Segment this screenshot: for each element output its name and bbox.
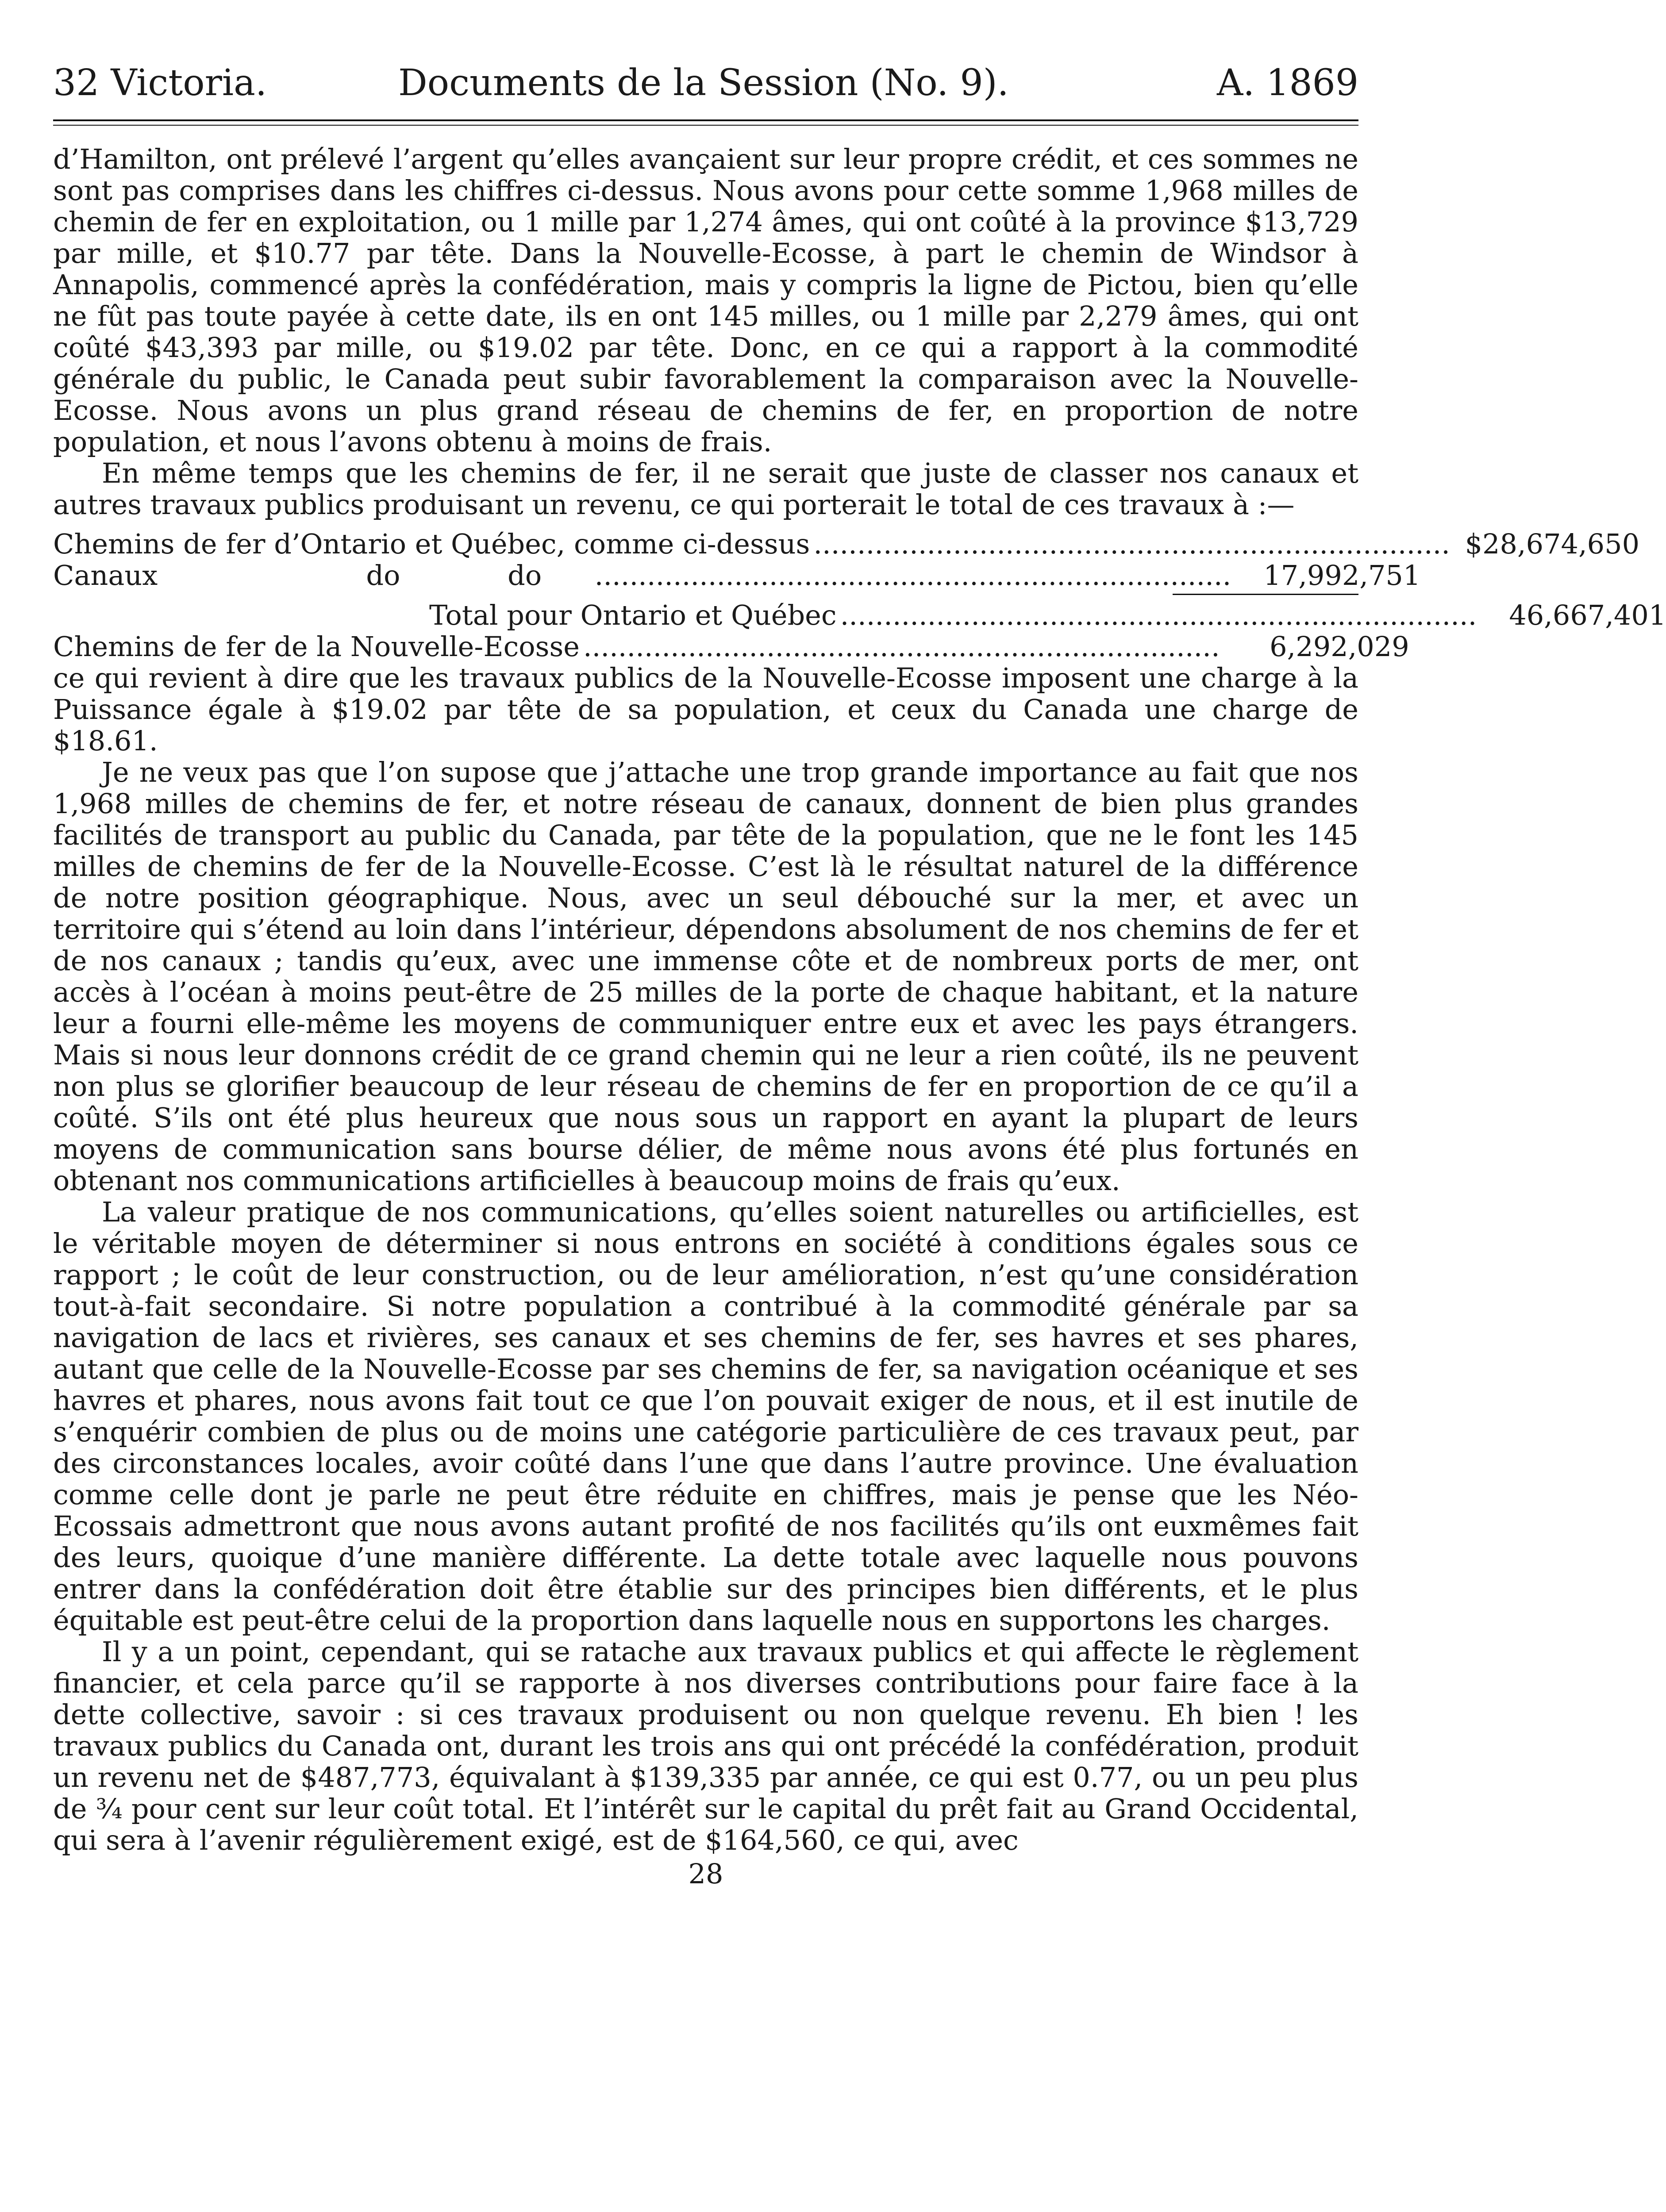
leader-dots: .........................................................................	[813, 528, 1451, 560]
table-row	[53, 528, 1640, 560]
paragraph: Il y a un point, cependant, qui se ratache aux travaux publics et qui affecte le règlement financier, et cela parce qu’il se rapporte à nos diverses contributions pour faire face à la dette collective, savoir : si ces travaux produisent ou non quelque revenu. Eh bien ! les travaux publics du Canada ont, durant les trois ans qui ont précédé la confédération, produit un revenu net de $487,773, équivalant à $139,335 par année, ce qui est 0.77, ou un peu plus de ¾ pour cent sur leur coût total. Et l’intérêt sur le capital du prêt fait au Grand Occidental, qui sera à l’avenir régulièrement exigé, est de $164,560, ce qui, avec	[53, 1636, 1358, 1856]
paragraph: ce qui revient à dire que les travaux publics de la Nouvelle-Ecosse imposent une charge à la Puissance égale à $19.02 par tête de sa population, et ceux du Canada une charge de $18.61.	[53, 662, 1358, 757]
row-label: Chemins de fer de la Nouvelle-Ecosse	[53, 630, 580, 663]
row-amount: 46,667,401	[1509, 599, 1666, 631]
row-label-text: Canaux	[53, 559, 158, 591]
row-label: Chemins de fer d’Ontario et Québec, comme ci-dessus	[53, 528, 810, 560]
leader-dots: .........................................................................	[594, 559, 1231, 591]
paragraph: Je ne veux pas que l’on supose que j’attache une trop grande importance au fait que nos 1,968 milles de chemins de fer, et notre réseau de canaux, donnent de bien plus grandes facilités de transport au public du Canada, par tête de la population, que ne le font les 145 milles de chemins de fer de la Nouvelle-Ecosse. C’est là le résultat naturel de la différence de notre position géographique. Nous, avec un seul débouché sur la mer, et avec un territoire qui s’étend au loin dans l’intérieur, dépendons absolument de nos chemins de fer et de nos canaux ; tandis qu’eux, avec une immense côte et de nombreux ports de mer, ont accès à l’océan à moins peut-être de 25 milles de la porte de chaque habitant, et la nature leur a fourni elle-même les moyens de communiquer entre eux et avec les pays étrangers. Mais si nous leur donnons crédit de ce grand chemin qui ne leur a rien coûté, ils ne peuvent non plus se glorifier beaucoup de leur réseau de chemins de fer en proportion de ce qu’il a coûté. S’ils ont été plus heureux que nous sous un rapport en ayant la plupart de leurs moyens de communication sans bourse délier, de même nous avons été plus fortunés en obtenant nos communications artificielles à beaucoup moins de frais qu’eux.	[53, 756, 1358, 1197]
running-header	[53, 18, 1358, 104]
row-amount: $28,674,650	[1465, 528, 1640, 560]
body-text	[53, 143, 1666, 1856]
paragraph: La valeur pratique de nos communications, qu’elles soient naturelles ou artificielles, est le véritable moyen de déterminer si nous entrons en société à conditions égales sous ce rapport ; le coût de leur construction, ou de leur amélioration, n’est qu’une considération tout-à-fait secondaire. Si notre population a contribué à la commodité générale par sa navigation de lacs et rivières, ses canaux et ses chemins de fer, ses havres et ses phares, autant que celle de la Nouvelle-Ecosse par ses chemins de fer, sa navigation océanique et ses havres et phares, nous avons fait tout ce que l’on pouvait exiger de nous, et il est inutile de s’enquérir combien de plus ou de moins une catégorie particulière de ces travaux peut, par des circonstances locales, avoir coûté dans l’une que dans l’autre province. Une évaluation comme celle dont je parle ne peut être réduite en chiffres, mais je pense que les Néo-Ecossais admettront que nous avons autant profité de nos facilités qu’ils ont euxmêmes fait des leurs, quoique d’une manière différente. La dette totale avec laquelle nous pouvons entrer dans la confédération doit être établie sur des principes bien différents, et le plus équitable est peut-être celui de la proportion dans laquelle nous en supportons les charges.	[53, 1196, 1358, 1636]
leader-dots: .........................................................................	[583, 630, 1220, 663]
header-center: Documents de la Session (No. 9).	[398, 62, 1009, 104]
row-label	[53, 560, 591, 591]
ditto-mark: do	[508, 559, 542, 591]
table-row-total	[53, 599, 1666, 631]
table-row	[53, 559, 1421, 591]
table-row	[53, 630, 1409, 663]
header-left: 32 Victoria.	[53, 62, 267, 104]
sum-rule	[1173, 594, 1358, 595]
header-right: A. 1869	[1216, 62, 1358, 104]
paragraph: d’Hamilton, ont prélevé l’argent qu’elles avançaient sur leur propre crédit, et ces sommes ne sont pas comprises dans les chiffres ci-dessus. Nous avons pour cette somme 1,968 milles de chemin de fer en exploitation, ou 1 mille par 1,274 âmes, qui ont coûté à la province $13,729 par mille, et $10.77 par tête. Dans la Nouvelle-Ecosse, à part le chemin de Windsor à Annapolis, commencé après la confédération, mais y compris la ligne de Pictou, bien qu’elle ne fût pas toute payée à cette date, ils en ont 145 milles, ou 1 mille par 2,279 âmes, qui ont coûté $43,393 par mille, ou $19.02 par tête. Donc, en ce qui a rapport à la commodité générale du public, le Canada peut subir favorablement la comparaison avec la Nouvelle-Ecosse. Nous avons un plus grand réseau de chemins de fer, en proportion de notre population, et nous l’avons obtenu à moins de frais.	[53, 143, 1358, 458]
page-number: 28	[688, 1858, 723, 1890]
row-amount: 17,992,751	[1263, 559, 1421, 591]
row-label: Total pour Ontario et Québec	[429, 599, 837, 631]
leader-dots: .........................................................................	[840, 599, 1477, 631]
document-page	[53, 18, 1666, 1890]
header-rule-thin	[53, 125, 1358, 126]
header-rule-thick	[53, 119, 1358, 121]
paragraph: En même temps que les chemins de fer, il ne serait que juste de classer nos canaux et autres travaux publics produisant un revenu, ce qui porterait le total de ces travaux à :—	[53, 457, 1358, 521]
row-amount: 6,292,029	[1270, 630, 1409, 663]
ditto-mark: do	[366, 559, 400, 591]
summary-table	[53, 528, 1666, 663]
